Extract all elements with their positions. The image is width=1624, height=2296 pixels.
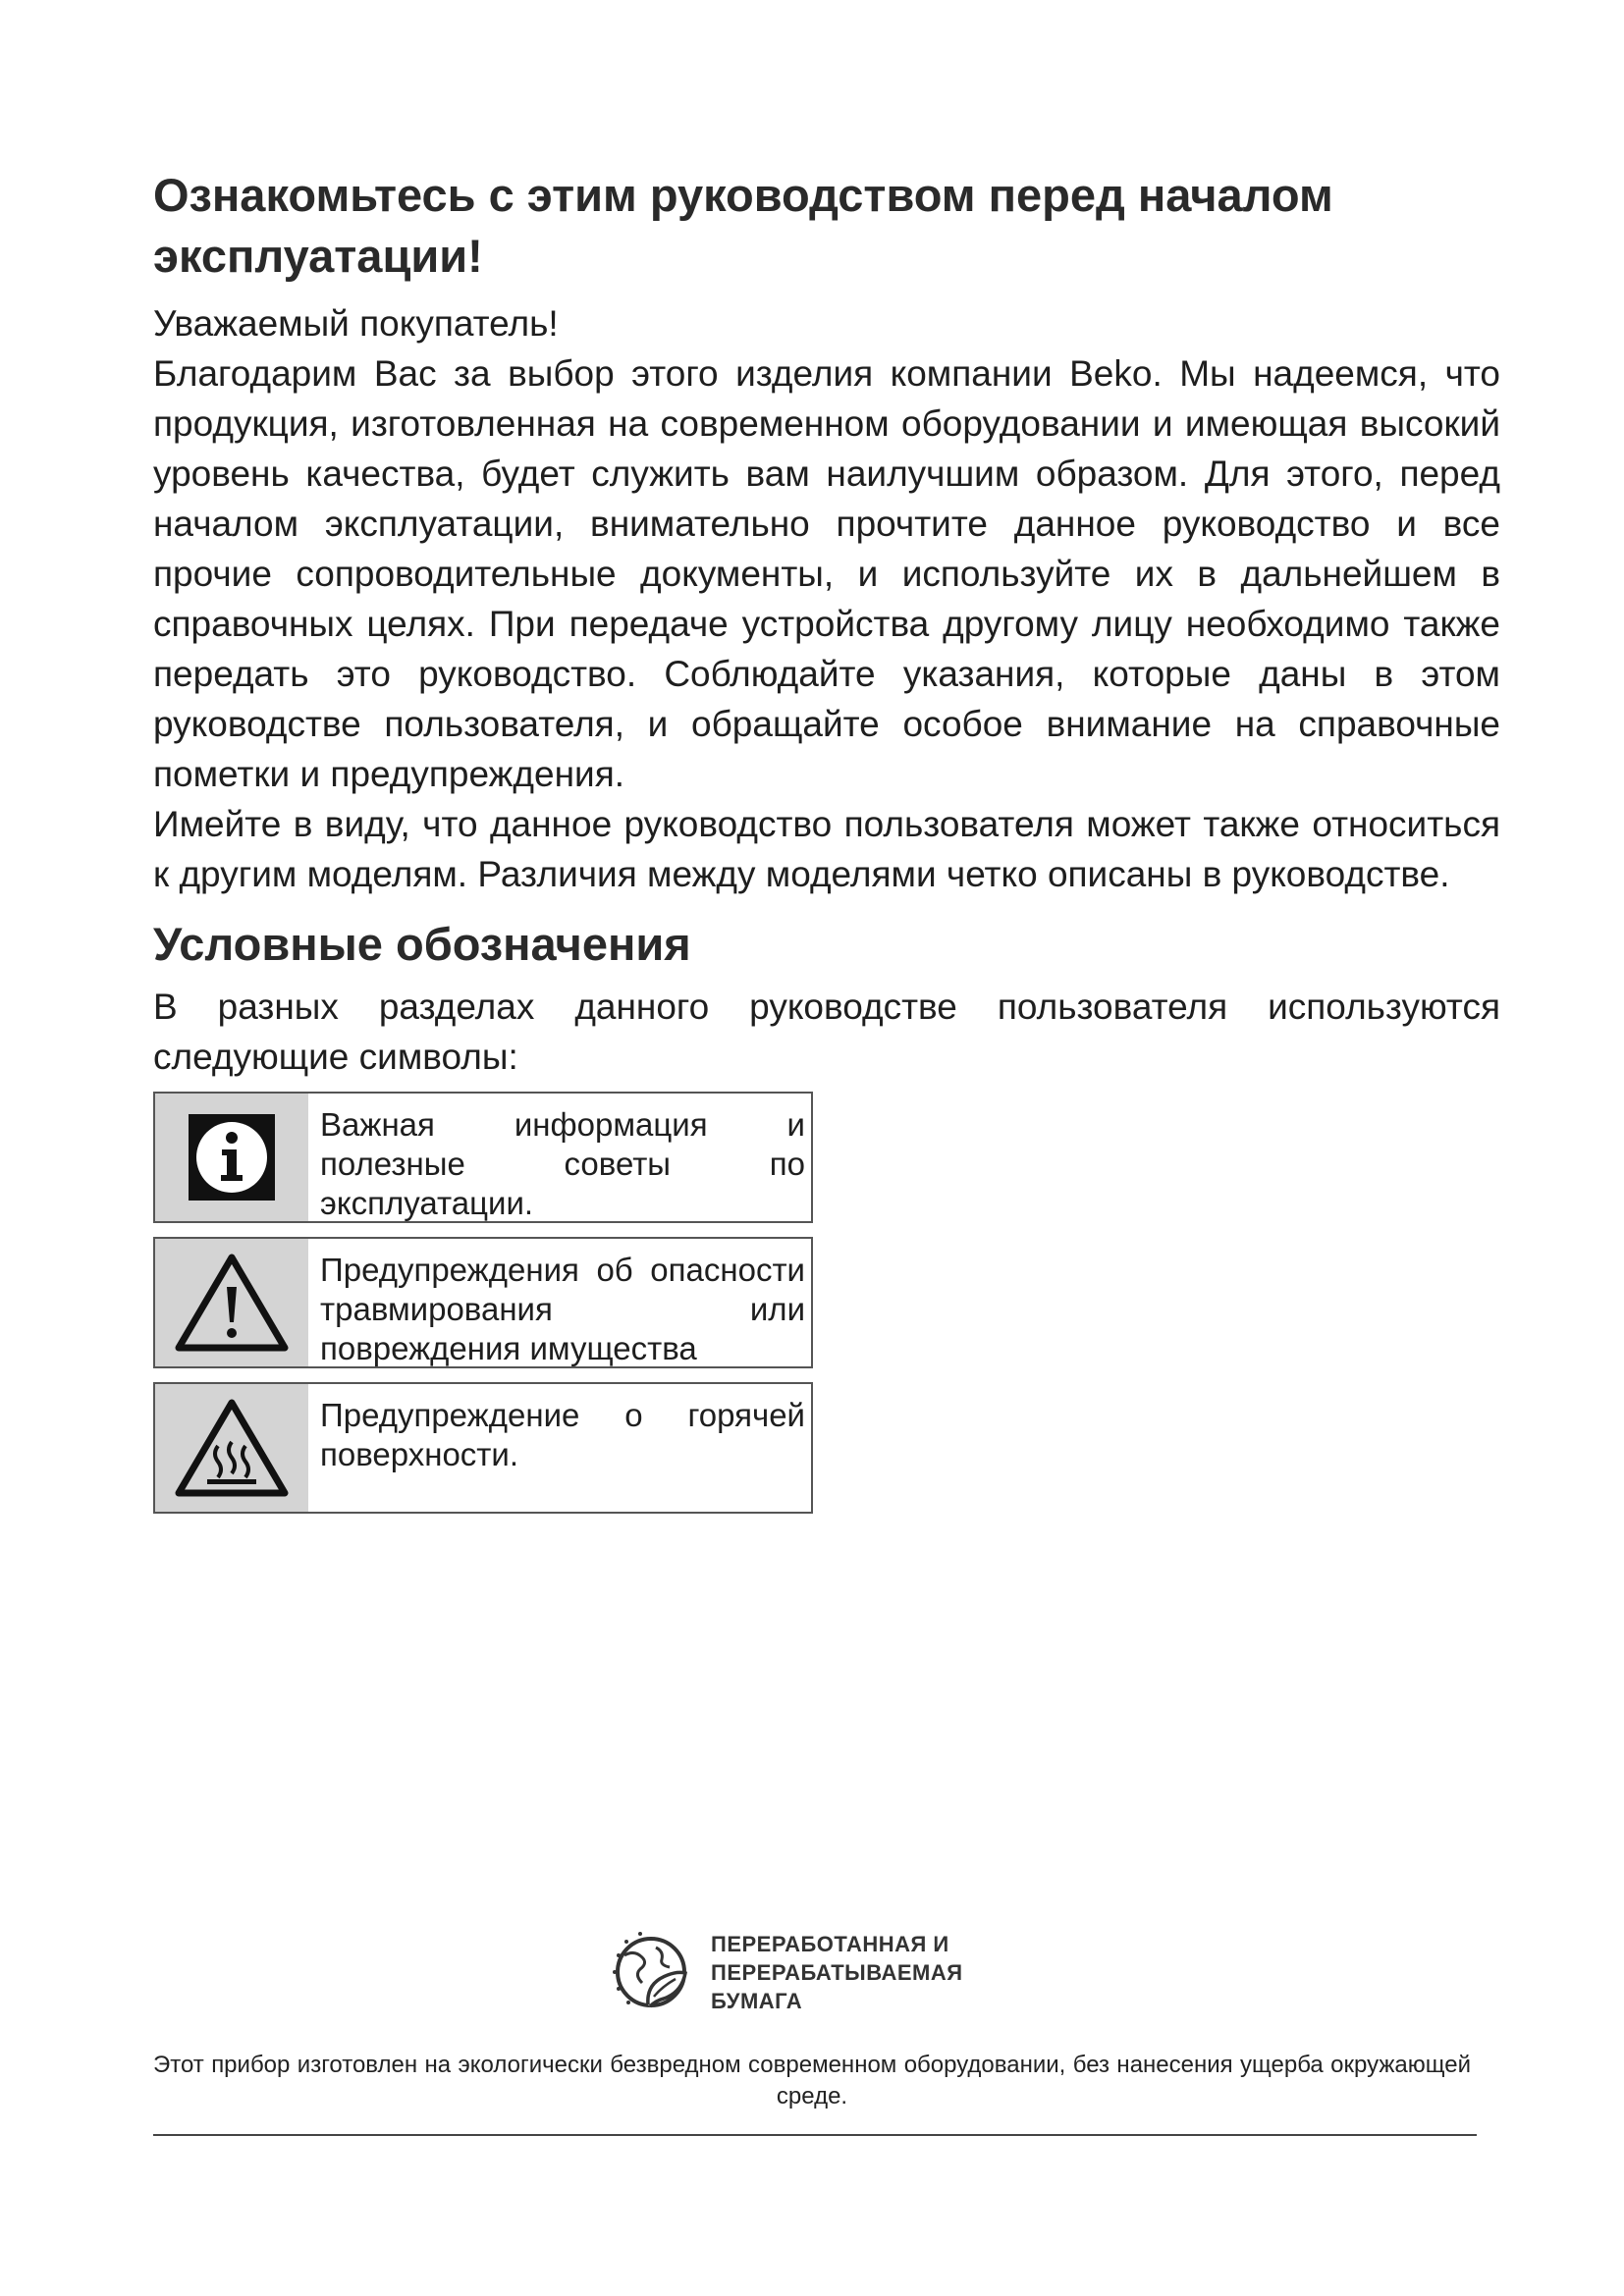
symbols-table (153, 1092, 813, 1514)
page-title (153, 165, 1500, 287)
symbols-intro (153, 982, 1500, 1082)
greeting: Уважаемый покупатель! (153, 303, 559, 344)
symbol-row-hot-surface (153, 1382, 813, 1514)
footer-divider (153, 2134, 1477, 2136)
symbol-text-warning: Предупреждения об опасности травмирования или повреждения имущества (320, 1252, 805, 1366)
symbol-text-info: Важная информация и полезные советы по эксплуатации. (320, 1106, 805, 1221)
recycled-paper-icon (605, 1926, 697, 2018)
symbol-text-hot-surface: Предупреждение о горячей поверхности. (320, 1397, 805, 1472)
eco-line-2: ПЕРЕРАБАТЫВАЕМАЯ (711, 1959, 963, 1985)
eco-line-1: ПЕРЕРАБОТАННАЯ И (711, 1931, 949, 1956)
recycled-paper-badge (605, 1926, 963, 2018)
intro-paragraph-1: Благодарим Вас за выбор этого изделия компании Beko. Мы надеемся, что продукция, изготовленная на современном оборудовании и имеющая высокий уровень качества, будет служить вам наилучшим образом. Для этого, перед началом эксплуатации, внимательно прочтите данное руководство и все прочие сопроводительные документы, и используйте их в дальнейшем в справочных целях. При передаче устройства другому лицу необходимо также передать это руководство. Соблюдайте указания, которые даны в этом руководстве пользователя, и обращайте особое внимание на справочные пометки и предупреждения. (153, 353, 1500, 794)
symbol-row-info (153, 1092, 813, 1223)
symbols-heading: Условные обозначения (153, 918, 691, 970)
hot-surface-icon (155, 1384, 308, 1512)
eco-line-3: БУМАГА (711, 1988, 803, 2013)
symbols-intro-text: В разных разделах данного руководстве пользователя используются следующие символы: (153, 987, 1500, 1077)
warning-icon (155, 1239, 308, 1366)
manual-page (153, 165, 1500, 1527)
recycled-paper-label (711, 1930, 963, 2015)
intro-paragraph-2: Имейте в виду, что данное руководство пользователя может также относиться к другим моделям. Различия между моделями четко описаны в руководстве. (153, 804, 1500, 894)
footer-note: Этот прибор изготовлен на экологически безвредном современном оборудовании, без нанесения ущерба окружающей среде. (153, 2052, 1471, 2109)
info-icon (155, 1094, 308, 1221)
symbol-row-warning (153, 1237, 813, 1368)
page-title-line1: Ознакомьтесь с этим руководством перед началом (153, 169, 1333, 221)
intro-section (153, 298, 1500, 899)
page-title-line2: эксплуатации! (153, 230, 483, 282)
